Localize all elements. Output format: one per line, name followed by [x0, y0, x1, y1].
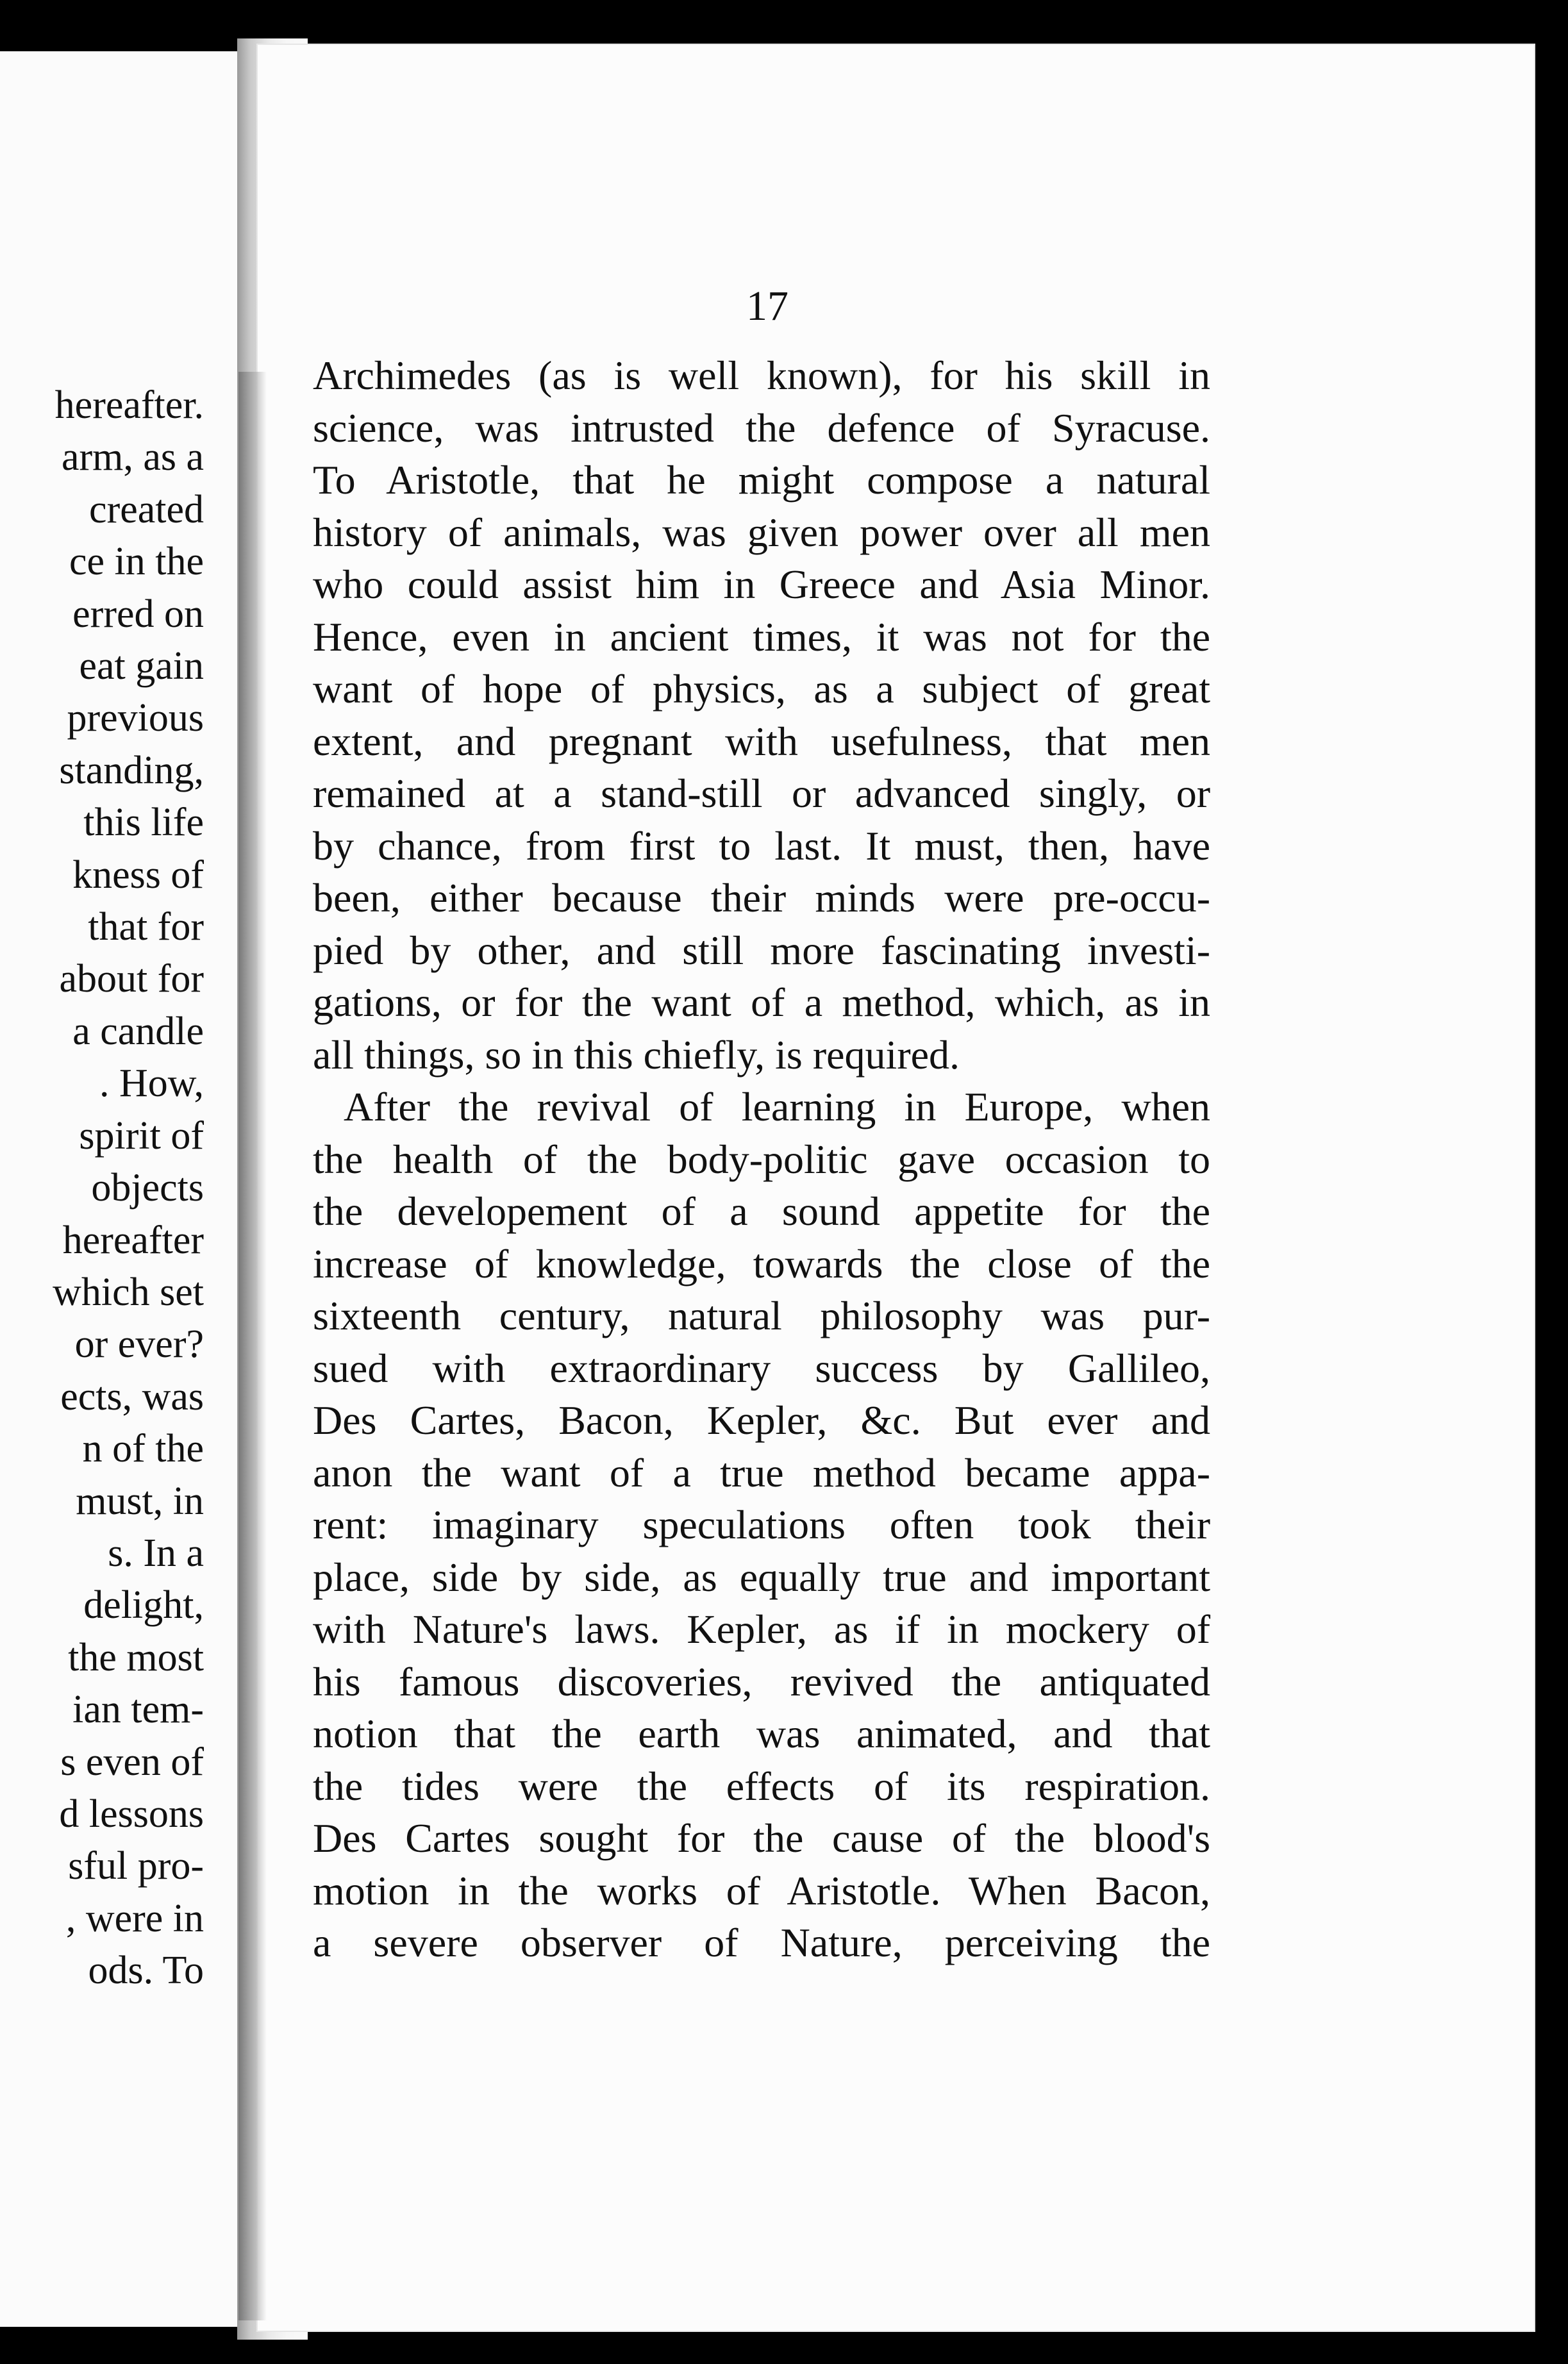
text-line: Hence, even in ancient times, it was not for the: [313, 613, 1210, 660]
text-line: Des Cartes sought for the cause of the blood's: [313, 1815, 1210, 1861]
previous-page-line: d lessons: [59, 1792, 204, 1836]
previous-page-line: kness of: [72, 853, 204, 897]
page-number: 17: [746, 283, 788, 329]
previous-page: [0, 51, 244, 2327]
previous-page-line: or ever?: [74, 1322, 204, 1367]
text-line: notion that the earth was animated, and that: [313, 1711, 1210, 1756]
previous-page-line: ods. To: [88, 1949, 204, 1993]
previous-page-line: hereafter: [62, 1218, 204, 1262]
text-line: rent: imaginary speculations often took their: [313, 1502, 1210, 1547]
previous-page-line: the most: [68, 1635, 204, 1679]
text-line: After the revival of learning in Europe, when: [344, 1084, 1210, 1129]
previous-page-line: standing,: [59, 748, 204, 792]
text-line: Archimedes (as is well known), for his skill in: [313, 353, 1210, 398]
text-line: the health of the body-politic gave occasion to: [313, 1136, 1210, 1182]
previous-page-line: ian tem-: [72, 1688, 204, 1732]
text-line: the developement of a sound appetite for the: [313, 1188, 1210, 1234]
previous-page-line: arm, as a: [61, 435, 204, 479]
previous-page-line: must, in: [76, 1479, 204, 1523]
previous-page-line: about for: [59, 957, 204, 1001]
previous-page-line: s. In a: [108, 1531, 204, 1575]
previous-page-line: delight,: [83, 1583, 204, 1627]
previous-page-line: s even of: [60, 1740, 204, 1784]
previous-page-line: erred on: [72, 592, 204, 636]
previous-page-line: ects, was: [60, 1374, 204, 1419]
text-line: by chance, from first to last. It must, then, have: [313, 822, 1210, 869]
text-line: Des Cartes, Bacon, Kepler, &c. But ever and: [313, 1397, 1210, 1443]
text-line: science, was intrusted the defence of Syracuse.: [313, 404, 1210, 451]
text-line: To Aristotle, that he might compose a natural: [313, 457, 1210, 503]
text-line: all things, so in this chiefly, is required.: [313, 1031, 960, 1078]
previous-page-line: hereafter.: [54, 383, 204, 427]
text-line: gations, or for the want of a method, which, as in: [313, 979, 1210, 1025]
previous-page-line: objects: [91, 1166, 204, 1210]
text-line: increase of knowledge, towards the close of the: [313, 1240, 1210, 1286]
text-line: pied by other, and still more fascinating investi-: [313, 927, 1210, 973]
text-line: his famous discoveries, revived the antiquated: [313, 1658, 1210, 1704]
text-line: motion in the works of Aristotle. When Bacon,: [313, 1867, 1210, 1913]
text-line: sixteenth century, natural philosophy was pur-: [313, 1293, 1210, 1338]
previous-page-text: [53, 379, 204, 1997]
text-line: history of animals, was given power over all men: [313, 509, 1210, 555]
text-line: extent, and pregnant with usefulness, that men: [313, 718, 1210, 764]
previous-page-line: eat gain: [79, 644, 204, 688]
paragraph-2: [313, 1081, 1210, 1969]
previous-page-line: created: [89, 487, 204, 531]
previous-page-line: which set: [53, 1270, 204, 1314]
text-line: want of hope of physics, as a subject of great: [313, 666, 1210, 712]
previous-page-line: this life: [83, 801, 204, 845]
text-line: a severe observer of Nature, perceiving the: [313, 1920, 1210, 1965]
text-line: with Nature's laws. Kepler, as if in mockery of: [313, 1606, 1210, 1652]
text-line: sued with extraordinary success by Gallileo,: [313, 1345, 1210, 1391]
previous-page-line: a candle: [72, 1009, 204, 1053]
text-line: the tides were the effects of its respiration.: [313, 1763, 1210, 1809]
paragraph-1: [313, 349, 1210, 1081]
text-line: place, side by side, as equally true and important: [313, 1554, 1210, 1600]
text-line: remained at a stand-still or advanced singly, or: [313, 770, 1210, 816]
previous-page-line: n of the: [82, 1427, 204, 1471]
previous-page-line: spirit of: [79, 1113, 204, 1158]
gutter-shadow: [238, 372, 267, 2320]
previous-page-line: ce in the: [69, 540, 204, 584]
previous-page-line: , were in: [65, 1896, 204, 1940]
text-line: been, either because their minds were pre-occu-: [313, 875, 1210, 920]
previous-page-line: that for: [88, 905, 204, 949]
page-body-text: [313, 349, 1210, 1969]
text-line: who could assist him in Greece and Asia Minor.: [313, 562, 1210, 607]
text-line: anon the want of a true method became appa-: [313, 1449, 1210, 1495]
previous-page-line: . How,: [99, 1061, 204, 1106]
previous-page-line: sful pro-: [68, 1844, 204, 1888]
previous-page-line: previous: [67, 696, 204, 740]
